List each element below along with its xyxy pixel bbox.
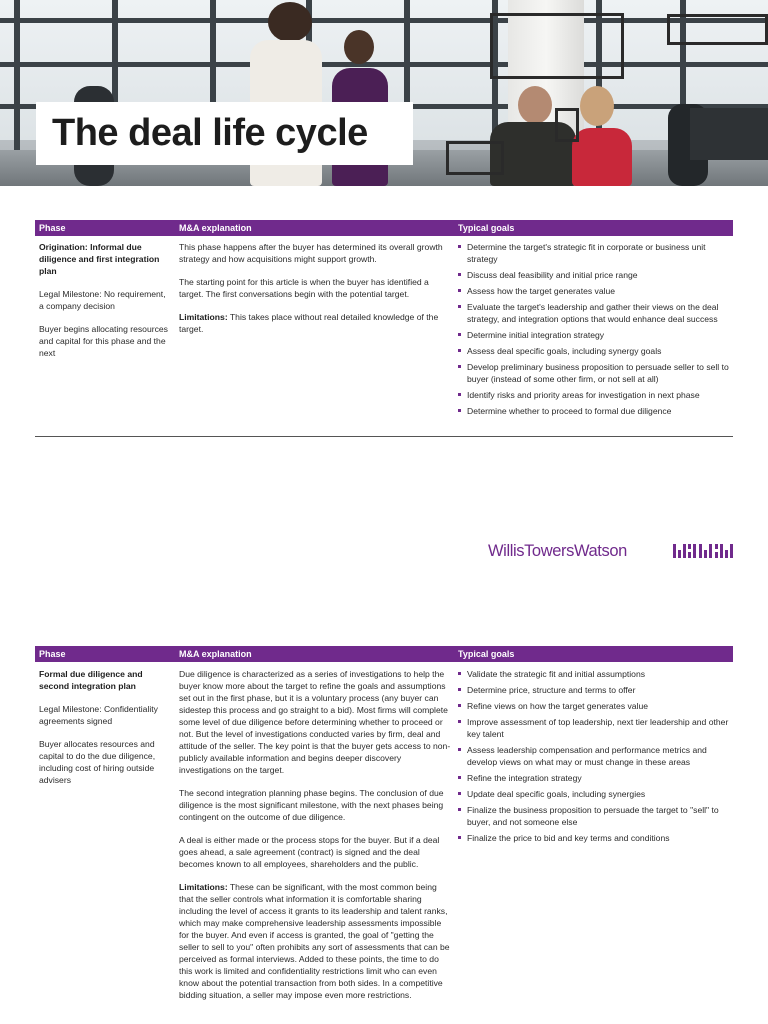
goal-item: Determine initial integration strategy	[458, 329, 733, 341]
goals-list	[458, 241, 733, 421]
goal-item: Assess how the target generates value	[458, 285, 733, 297]
deal-phase-table-2	[35, 646, 733, 1024]
phase-title: Formal due diligence and second integration plan	[39, 669, 143, 691]
phase-resources: Buyer allocates resources and capital to do the due diligence, including cost of hiring outside advisers	[39, 739, 156, 785]
table-header	[35, 220, 733, 236]
logo-wordmark: WillisTowersWatson	[488, 542, 627, 560]
header-goals: Typical goals	[458, 223, 515, 233]
goal-item: Refine the integration strategy	[458, 772, 733, 784]
hero-photo	[0, 0, 768, 186]
goal-item: Develop preliminary business proposition to persuade seller to sell to buyer (instead of some other firm, or not sell at all)	[458, 361, 733, 385]
goal-item: Validate the strategic fit and initial assumptions	[458, 668, 733, 680]
goal-item: Determine whether to proceed to formal due diligence	[458, 405, 733, 417]
explanation-paragraph: The second integration planning phase begins. The conclusion of due diligence is the most significant milestone, with the next phases being contingent on the outcome of due diligence.	[179, 788, 444, 822]
goal-item: Refine views on how the target generates value	[458, 700, 733, 712]
header-explanation: M&A explanation	[179, 649, 252, 659]
limitations-text: This takes place without real detailed knowledge of the target.	[179, 312, 439, 334]
phase-title: Origination: Informal due diligence and first integration plan	[39, 242, 160, 276]
explanation-paragraph: This phase happens after the buyer has determined its overall growth strategy and how acquisitions might support growth.	[179, 242, 443, 264]
limitations-label: Limitations:	[179, 312, 228, 322]
phase-resources: Buyer begins allocating resources and capital for this phase and the next	[39, 324, 168, 358]
goal-item: Finalize the price to bid and key terms and conditions	[458, 832, 733, 844]
phase-milestone: Legal Milestone: No requirement, a company decision	[39, 289, 166, 311]
phase-cell	[39, 668, 169, 797]
limitations-text: These can be significant, with the most common being that the seller controls what information it is comfortable sharing including the level of access it grants to its leadership and talent ranks, which may make comprehensive leadership assessments impossible for the buyer. And even if access is granted, the goal of "getting the seller to sell to you" often prohibits any sort of assessments that can be perceived as formal interviews. Added to these points, the time to do this work is limited and confidentiality restrictions limit who can even know about the potential transaction from both sides. In a competitive bidding situation, a seller may impose even more restrictions.	[179, 882, 450, 1000]
goal-item: Update deal specific goals, including synergies	[458, 788, 733, 800]
header-explanation: M&A explanation	[179, 223, 252, 233]
deal-phase-table-1	[35, 220, 733, 440]
goal-item: Improve assessment of top leadership, next tier leadership and other key talent	[458, 716, 733, 740]
goal-item: Assess deal specific goals, including synergy goals	[458, 345, 733, 357]
limitations-label: Limitations:	[179, 882, 228, 892]
goal-item: Evaluate the target's leadership and gather their views on the deal strategy, and integration options that would enhance deal success	[458, 301, 733, 325]
header-goals: Typical goals	[458, 649, 515, 659]
goal-item: Determine price, structure and terms to offer	[458, 684, 733, 696]
limitations-paragraph	[179, 311, 451, 335]
phase-cell	[39, 241, 169, 370]
goals-list	[458, 668, 733, 848]
table-divider	[35, 436, 733, 437]
explanation-paragraph: A deal is either made or the process stops for the buyer. But if a deal goes ahead, a sale agreement (contract) is signed and the deal becomes known to all employees, shareholders and the public.	[179, 835, 440, 869]
explanation-cell	[179, 241, 451, 346]
explanation-paragraph: The starting point for this article is when the buyer has identified a target. The first conversations begin with the potential target.	[179, 277, 429, 299]
limitations-paragraph	[179, 881, 451, 1001]
explanation-paragraph: Due diligence is characterized as a series of investigations to help the buyer know more about the target to refine the goals and assumptions set out in the first phase, but it is a voluntary process (any buyer can sidestep this process and go straight to a bid). Most firms will complete some level of due diligence before determining whether to proceed or not. But the level of investigations conducted varies by firm, deal and attitude of the seller. The key point is that the buyer gets access to non-publicly available information and begins deeper discovery investigations on the target.	[179, 669, 451, 775]
phase-milestone: Legal Milestone: Confidentiality agreements signed	[39, 704, 158, 726]
goal-item: Finalize the business proposition to persuade the target to "sell" to buyer, and not someone else	[458, 804, 733, 828]
table-header	[35, 646, 733, 662]
page-title: The deal life cycle	[52, 112, 368, 154]
header-phase: Phase	[39, 649, 66, 659]
title-box	[36, 102, 413, 165]
explanation-cell	[179, 668, 451, 1012]
goal-item: Determine the target's strategic fit in corporate or business unit strategy	[458, 241, 733, 265]
header-phase: Phase	[39, 223, 66, 233]
wtw-bars-logo-icon	[673, 544, 733, 558]
goal-item: Assess leadership compensation and performance metrics and develop views on what may or must change in these areas	[458, 744, 733, 768]
company-logo	[488, 542, 733, 560]
goal-item: Identify risks and priority areas for investigation in next phase	[458, 389, 733, 401]
goal-item: Discuss deal feasibility and initial price range	[458, 269, 733, 281]
